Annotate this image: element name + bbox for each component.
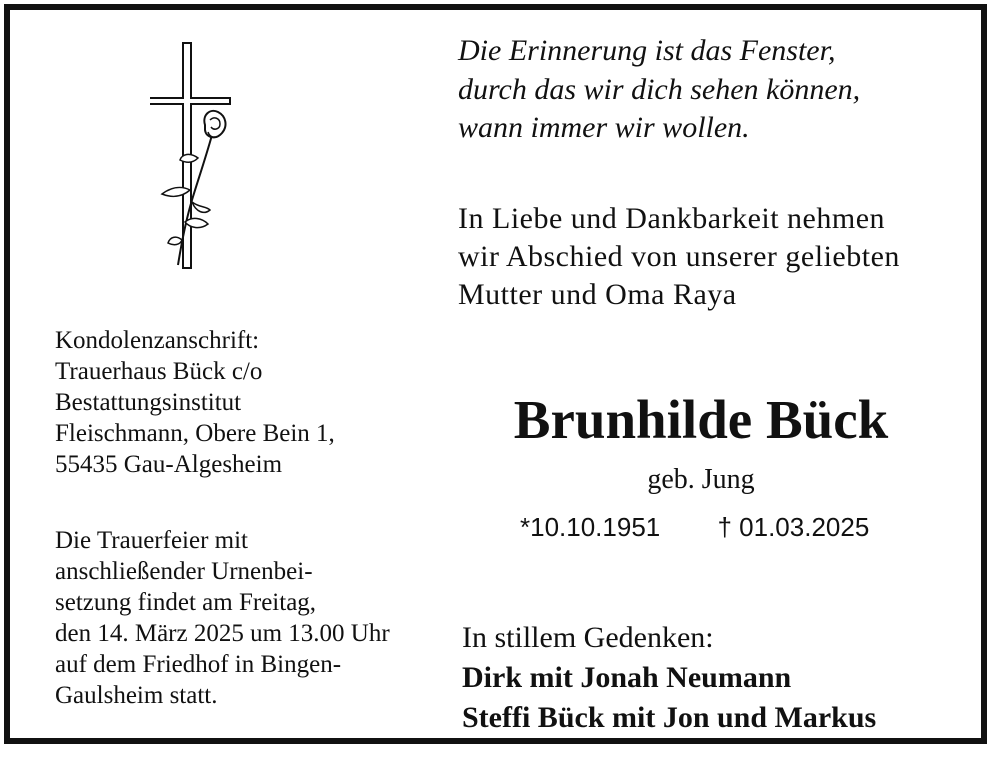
- deceased-birth-name: geb. Jung: [647, 464, 755, 495]
- farewell-line: Mutter und Oma Raya: [458, 278, 737, 311]
- life-dates: [520, 510, 869, 544]
- condolence-address: [55, 325, 335, 480]
- condolence-line: Kondolenzanschrift:: [55, 327, 260, 354]
- cross-with-rose-icon: [150, 40, 240, 275]
- service-line: anschließender Urnenbei-: [55, 558, 313, 585]
- farewell-text: [458, 200, 900, 314]
- condolence-line: Trauerhaus Bück c/o: [55, 358, 263, 385]
- condolence-line: Fleischmann, Obere Bein 1,: [55, 420, 335, 447]
- service-line: setzung findet am Freitag,: [55, 589, 317, 616]
- service-line: Die Trauerfeier mit: [55, 527, 249, 554]
- service-line: Gaulsheim statt.: [55, 682, 218, 709]
- condolence-line: Bestattungsinstitut: [55, 389, 242, 416]
- farewell-line: wir Abschied von unserer geliebten: [458, 240, 900, 273]
- service-line: auf dem Friedhof in Bingen-: [55, 651, 342, 678]
- death-date: † 01.03.2025: [717, 512, 870, 542]
- mourner-name: Steffi Bück mit Jon und Markus: [462, 701, 877, 734]
- mourners: [462, 618, 876, 738]
- mourners-heading: In stillem Gedenken:: [462, 621, 714, 654]
- birth-date: *10.10.1951: [520, 512, 661, 542]
- memorial-quote: [458, 32, 860, 148]
- farewell-line: In Liebe und Dankbarkeit nehmen: [458, 202, 886, 235]
- funeral-service-info: [55, 525, 390, 711]
- mourner-name: Dirk mit Jonah Neumann: [462, 661, 792, 694]
- quote-line: Die Erinnerung ist das Fenster,: [458, 34, 836, 67]
- quote-line: durch das wir dich sehen können,: [458, 72, 861, 106]
- quote-line: wann immer wir wollen.: [458, 111, 750, 144]
- deceased-name: Brunhilde Bück: [513, 389, 889, 450]
- condolence-line: 55435 Gau-Algesheim: [55, 451, 283, 478]
- service-line: den 14. März 2025 um 13.00 Uhr: [55, 620, 390, 647]
